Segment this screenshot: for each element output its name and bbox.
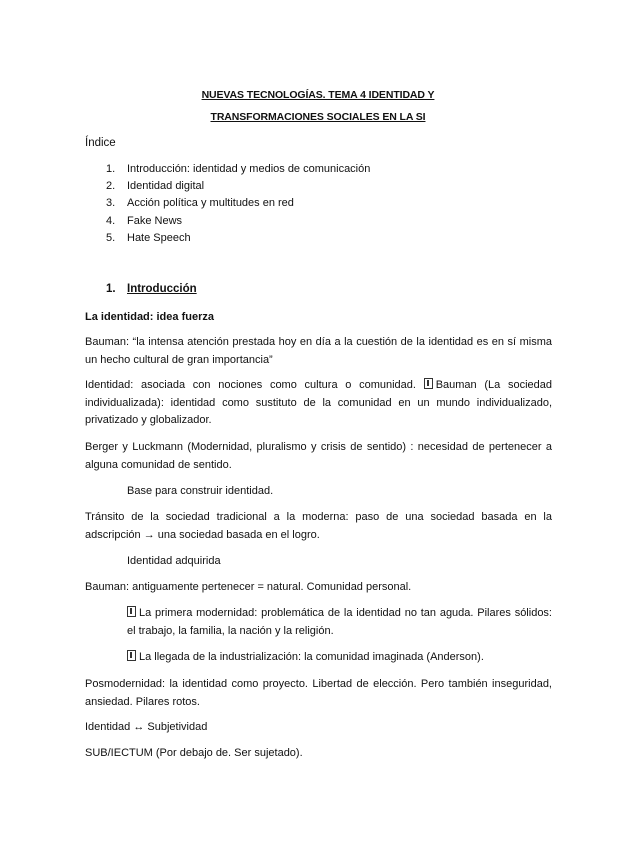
index-item-number: 4.	[106, 214, 116, 227]
index-item	[85, 178, 370, 195]
index-item-label: Introducción: identidad y medios de comunicación	[127, 163, 371, 175]
paragraph-identidad	[85, 377, 552, 430]
index-item-number: 3.	[106, 197, 116, 210]
index-item-number: 5.	[106, 231, 116, 244]
paragraph-identidad-part-b: Bauman (La sociedad individualizada): identidad como sustituto de la comunidad en un mundo individualizado, privatizado y globalizador.	[85, 379, 553, 426]
placeholder-box-icon	[127, 650, 136, 661]
index-heading: Índice	[85, 137, 116, 149]
index-item	[85, 195, 370, 212]
bullet-primera-modernidad	[127, 605, 552, 640]
document-title-line-2: TRANSFORMACIONES SOCIALES EN LA SI	[210, 111, 426, 123]
index-item-number: 1.	[106, 163, 116, 175]
bullet-industrializacion	[127, 649, 552, 667]
index-list	[85, 161, 370, 247]
index-item-label: Acción política y multitudes en red	[127, 197, 294, 210]
paragraph-identidad-adquirida: Identidad adquirida	[127, 555, 221, 567]
index-item	[85, 213, 370, 230]
paragraph-berger-luckmann: Berger y Luckmann (Modernidad, pluralismo y crisis de sentido) : necesidad de pertenecer a alguna comunidad de sentido.	[85, 441, 552, 471]
placeholder-box-icon	[127, 606, 136, 617]
section-number: 1.	[106, 283, 116, 295]
index-item-label: Identidad digital	[127, 180, 205, 193]
section-title: Introducción	[127, 283, 197, 295]
index-item-label: Hate Speech	[127, 231, 191, 244]
paragraph-subjetividad: Identidad ↔ Subjetividad	[85, 721, 208, 733]
index-item	[85, 230, 370, 247]
paragraph-bauman-quote: Bauman: “la intensa atención prestada hoy en día a la cuestión de la identidad es en sí misma un hecho cultural de gran importancia”	[85, 336, 552, 366]
placeholder-box-icon	[424, 378, 433, 389]
index-item-label: Fake News	[127, 214, 183, 227]
paragraph-bauman-antiguamente: Bauman: antiguamente pertenecer = natural. Comunidad personal.	[85, 581, 412, 593]
paragraph-base-identidad: Base para construir identidad.	[127, 485, 274, 497]
bullet-primera-modernidad-text: La primera modernidad: problemática de la identidad no tan aguda. Pilares sólidos: el trabajo, la familia, la nación y la religión.	[127, 607, 552, 637]
paragraph-posmodernidad: Posmodernidad: la identidad como proyecto. Libertad de elección. Pero también inseguridad, ansiedad. Pilares rotos.	[85, 678, 552, 708]
index-item-number: 2.	[106, 180, 116, 193]
paragraph-subiectum: SUB/IECTUM (Por debajo de. Ser sujetado).	[85, 747, 303, 759]
paragraph-transito: Tránsito de la sociedad tradicional a la moderna: paso de una sociedad basada en la adscripción → una sociedad basada en el logro.	[85, 511, 552, 541]
paragraph-identidad-part-a: Identidad: asociada con nociones como cultura o comunidad.	[85, 379, 416, 391]
subheading: La identidad: idea fuerza	[85, 311, 214, 323]
document-title-line-1: NUEVAS TECNOLOGÍAS. TEMA 4 IDENTIDAD Y	[201, 89, 435, 101]
index-item	[85, 161, 370, 178]
bullet-industrializacion-text: La llegada de la industrialización: la comunidad imaginada (Anderson).	[139, 651, 484, 663]
section-heading	[106, 283, 197, 295]
